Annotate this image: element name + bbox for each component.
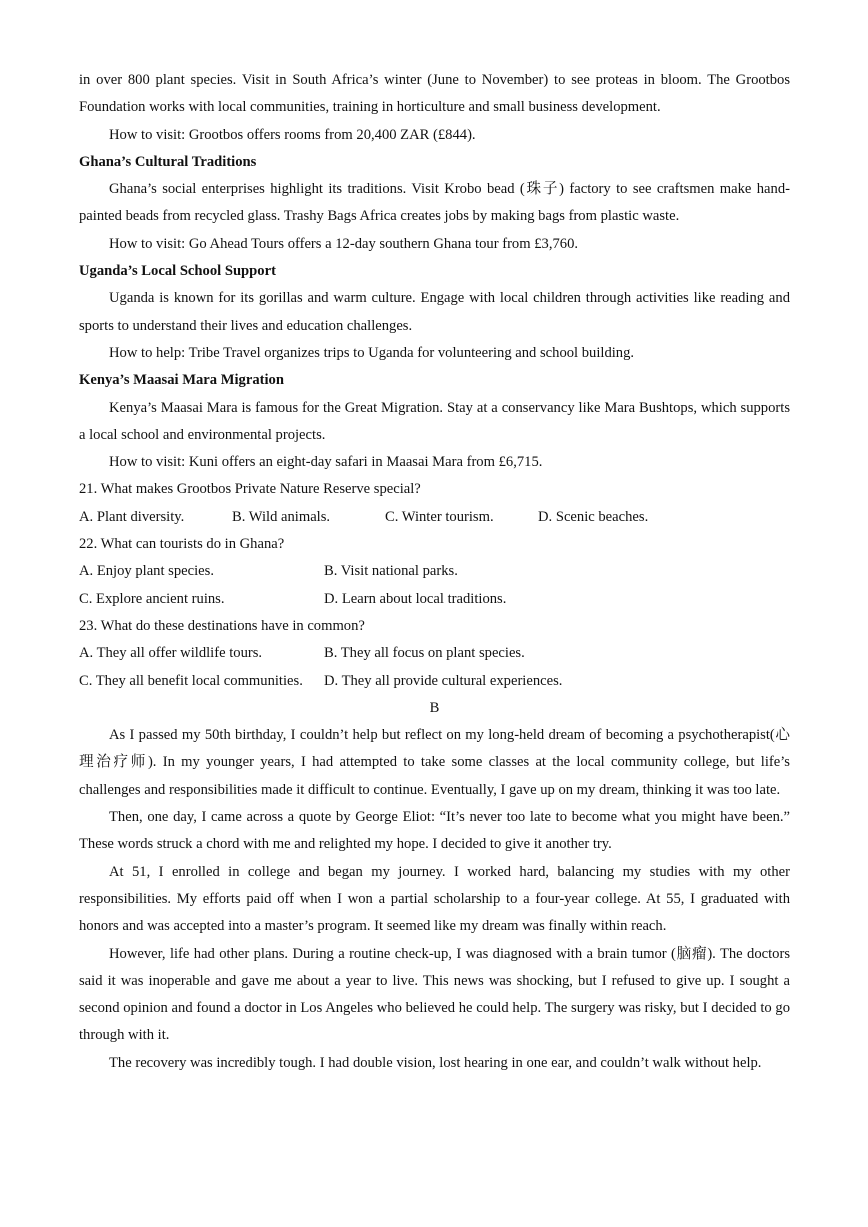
question-23-option-c[interactable]: C. They all benefit local communities.	[79, 672, 303, 689]
passage-b-label: B	[429, 699, 440, 716]
ghana-heading: Ghana’s Cultural Traditions	[79, 153, 257, 170]
question-21-option-b[interactable]: B. Wild animals.	[232, 508, 331, 525]
question-22-options-row-1	[79, 558, 790, 585]
uganda-help-info: How to help: Tribe Travel organizes trips to Uganda for volunteering and school building.	[109, 344, 635, 361]
question-23-option-a[interactable]: A. They all offer wildlife tours.	[79, 645, 263, 662]
question-22-option-d[interactable]: D. Learn about local traditions.	[324, 590, 507, 607]
question-23-options-row-1	[79, 640, 790, 667]
passage-b-paragraph-5: The recovery was incredibly tough. I had double vision, lost hearing in one ear, and couldn’t walk without help.	[109, 1054, 762, 1071]
question-22-options-row-2	[79, 586, 790, 613]
question-21-option-c[interactable]: C. Winter tourism.	[385, 508, 494, 525]
question-23-option-d[interactable]: D. They all provide cultural experiences.	[324, 672, 563, 689]
passage-b-paragraph-1: As I passed my 50th birthday, I couldn’t help but reflect on my long-held dream of becoming a psychotherapist(心理治疗师). In my younger years, I had attempted to take some classes at the local community college, but life’s challenges and responsibilities made it difficult to continue. Eventually, I gave up on my dream, thinking it was too late.	[79, 727, 790, 798]
question-22-option-a[interactable]: A. Enjoy plant species.	[79, 563, 214, 580]
grootbos-paragraph-tail: in over 800 plant species. Visit in South Africa’s winter (June to November) to see proteas in bloom. The Grootbos Foundation works with local communities, training in horticulture and small business development.	[79, 72, 790, 116]
question-23-stem: 23. What do these destinations have in common?	[79, 617, 365, 634]
passage-b-paragraph-2: Then, one day, I came across a quote by George Eliot: “It’s never too late to become what you might have been.” These words struck a chord with me and relighted my hope. I decided to give it another try.	[79, 809, 790, 853]
question-23-options-row-2	[79, 668, 790, 695]
question-21-stem: 21. What makes Grootbos Private Nature Reserve special?	[79, 481, 421, 498]
question-22-option-c[interactable]: C. Explore ancient ruins.	[79, 590, 225, 607]
exam-page	[79, 67, 790, 1077]
uganda-paragraph: Uganda is known for its gorillas and warm culture. Engage with local children through activities like reading and sports to understand their lives and education challenges.	[79, 290, 790, 334]
kenya-paragraph: Kenya’s Maasai Mara is famous for the Great Migration. Stay at a conservancy like Mara Bushtops, which supports a local school and environmental projects.	[79, 399, 790, 443]
question-22-option-b[interactable]: B. Visit national parks.	[324, 563, 458, 580]
question-23-option-b[interactable]: B. They all focus on plant species.	[324, 645, 525, 662]
question-22-stem: 22. What can tourists do in Ghana?	[79, 536, 285, 553]
passage-b-paragraph-4: However, life had other plans. During a routine check-up, I was diagnosed with a brain tumor (脑瘤). The doctors said it was inoperable and gave me about a year to live. This news was shocking, but I refused to give up. I sought a second opinion and found a doctor in Los Angeles who believed he could help. The surgery was risky, but I decided to go through with it.	[79, 945, 790, 1044]
kenya-heading: Kenya’s Maasai Mara Migration	[79, 372, 284, 389]
ghana-visit-info: How to visit: Go Ahead Tours offers a 12-day southern Ghana tour from £3,760.	[109, 235, 579, 252]
question-21-option-a[interactable]: A. Plant diversity.	[79, 508, 185, 525]
passage-b-paragraph-3: At 51, I enrolled in college and began my journey. I worked hard, balancing my studies with my other responsibilities. My efforts paid off when I won a partial scholarship to a four-year college. At 55, I graduated with honors and was accepted into a master’s program. It seemed like my dream was finally within reach.	[79, 863, 790, 935]
kenya-visit-info: How to visit: Kuni offers an eight-day safari in Maasai Mara from £6,715.	[109, 454, 543, 471]
grootbos-visit-info: How to visit: Grootbos offers rooms from 20,400 ZAR (£844).	[109, 126, 476, 143]
ghana-paragraph: Ghana’s social enterprises highlight its traditions. Visit Krobo bead (珠子) factory to see craftsmen make hand-painted beads from recycled glass. Trashy Bags Africa creates jobs by making bags from plastic waste.	[79, 181, 790, 225]
uganda-heading: Uganda’s Local School Support	[79, 263, 276, 280]
question-21-options	[79, 504, 790, 531]
question-21-option-d[interactable]: D. Scenic beaches.	[538, 508, 649, 525]
